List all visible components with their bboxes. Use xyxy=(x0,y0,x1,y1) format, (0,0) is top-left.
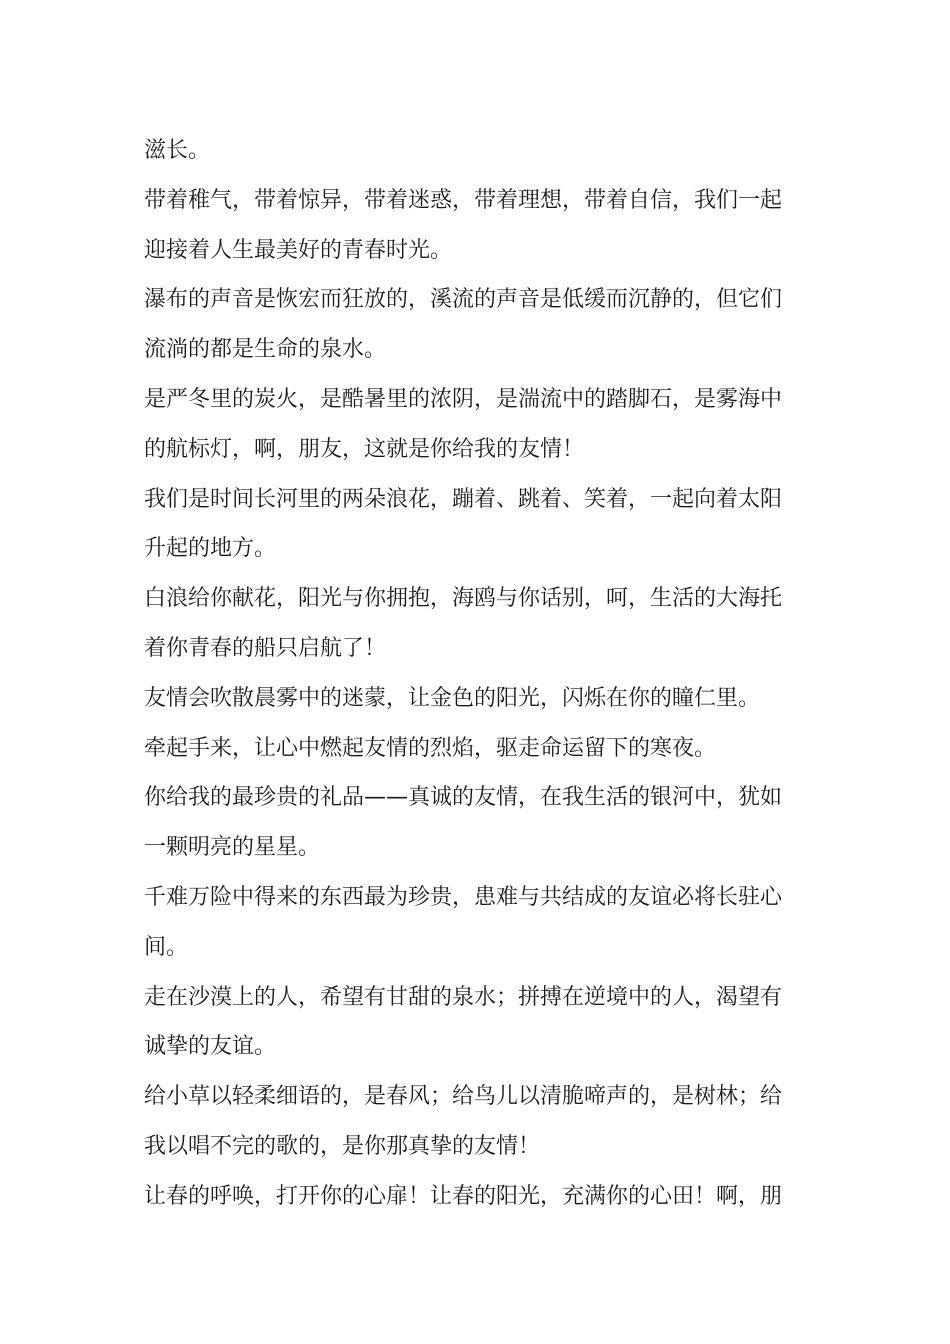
text-line: 牵起手来，让心中燃起友情的烈焰，驱走命运留下的寒夜。 xyxy=(144,735,717,761)
text-line: 一颗明亮的星星。 xyxy=(144,835,321,861)
text-line: 是严冬里的炭火，是酷暑里的浓阴，是湍流中的踏脚石，是雾海中 xyxy=(144,386,783,412)
text-line: 迎接着人生最美好的青春时光。 xyxy=(144,237,453,263)
text-line: 千难万险中得来的东西最为珍贵，患难与共结成的友谊必将长驻心 xyxy=(144,884,783,910)
text-line: 友情会吹散晨雾中的迷蒙，让金色的阳光，闪烁在你的瞳仁里。 xyxy=(144,685,761,711)
text-line: 瀑布的声音是恢宏而狂放的，溪流的声音是低缓而沉静的，但它们 xyxy=(144,287,783,313)
text-line: 升起的地方。 xyxy=(144,536,277,562)
text-line: 给小草以轻柔细语的，是春风；给鸟儿以清脆啼声的，是树林；给 xyxy=(144,1084,783,1110)
text-line: 着你青春的船只启航了！ xyxy=(144,635,387,661)
text-line: 滋长。 xyxy=(144,138,211,163)
text-line: 走在沙漠上的人，希望有甘甜的泉水；拼搏在逆境中的人，渴望有 xyxy=(144,984,783,1010)
text-line: 诚挚的友谊。 xyxy=(144,1034,277,1060)
text-line: 带着稚气，带着惊异，带着迷惑，带着理想，带着自信，我们一起 xyxy=(144,187,783,213)
text-line: 我以唱不完的歌的，是你那真挚的友情！ xyxy=(144,1133,541,1159)
text-line: 流淌的都是生命的泉水。 xyxy=(144,337,387,363)
text-line: 我们是时间长河里的两朵浪花，蹦着、跳着、笑着，一起向着太阳 xyxy=(144,486,783,512)
text-line: 间。 xyxy=(144,934,189,960)
text-line: 的航标灯，啊，朋友，这就是你给我的友情！ xyxy=(144,436,585,462)
body-text xyxy=(144,126,806,1222)
text-line: 让春的呼唤，打开你的心扉！让春的阳光，充满你的心田！啊，朋 xyxy=(144,1183,783,1209)
text-line: 你给我的最珍贵的礼品——真诚的友情，在我生活的银河中，犹如 xyxy=(144,785,783,811)
text-line: 白浪给你献花，阳光与你拥抱，海鸥与你话别，呵，生活的大海托 xyxy=(144,586,783,612)
